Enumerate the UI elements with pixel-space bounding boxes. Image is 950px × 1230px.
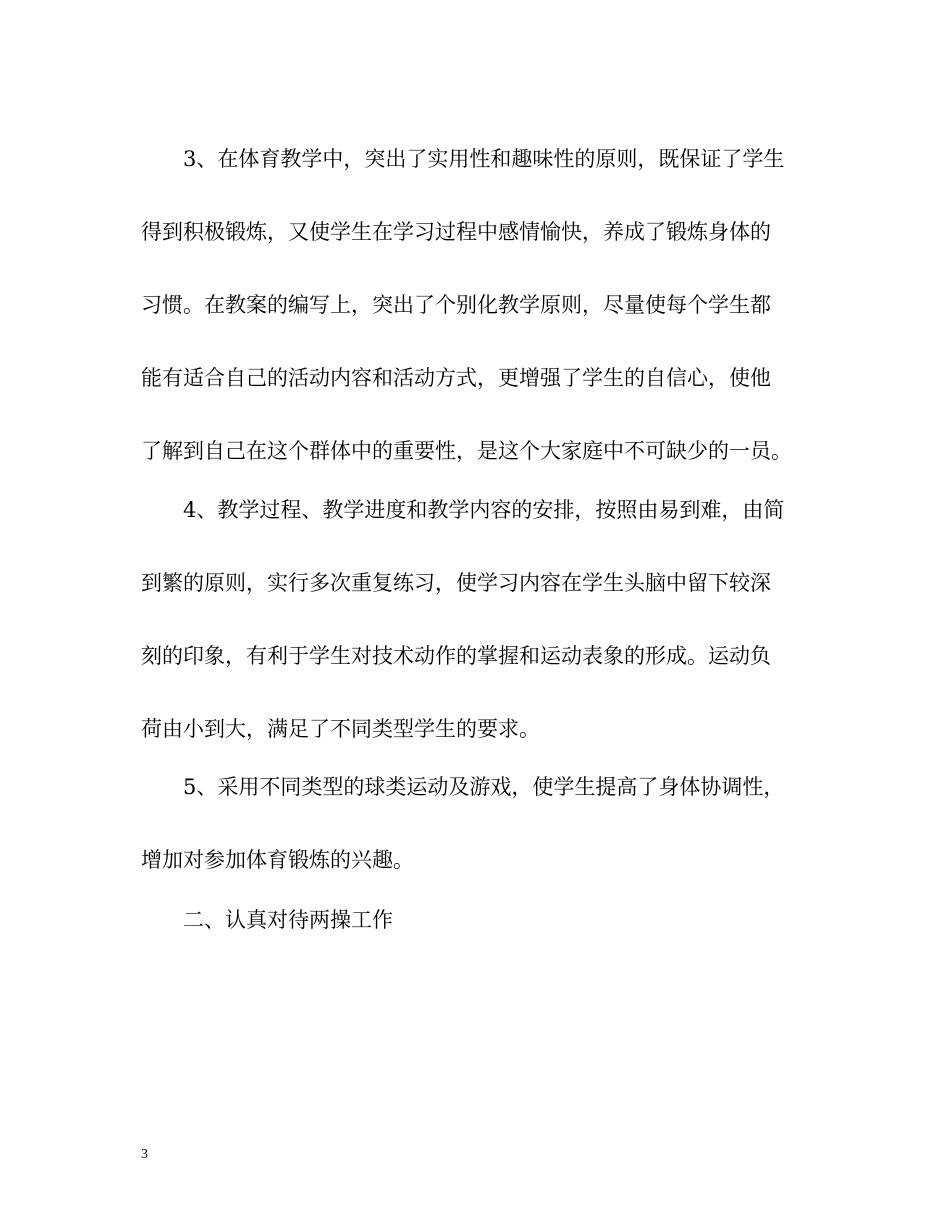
paragraph-3-line-2: 得到积极锻炼，又使学生在学习过程中感情愉快，养成了锻炼身体的: [141, 220, 771, 244]
paragraph-3-line-5: 了解到自己在这个群体中的重要性，是这个大家庭中不可缺少的一员。: [141, 439, 792, 463]
paragraph-4-line-1: 4、教学过程、教学进度和教学内容的安排，按照由易到难，由简: [183, 498, 785, 522]
paragraph-5-line-1: 5、采用不同类型的球类运动及游戏，使学生提高了身体协调性，: [183, 775, 785, 799]
paragraph-3-line-1: 3、在体育教学中，突出了实用性和趣味性的原则，既保证了学生: [183, 147, 785, 171]
paragraph-3-line-3: 习惯。在教案的编写上，突出了个别化教学原则，尽量使每个学生都: [141, 293, 771, 317]
paragraph-4-line-2: 到繁的原则，实行多次重复练习，使学习内容在学生头脑中留下较深: [141, 571, 771, 595]
paragraph-3-line-4: 能有适合自己的活动内容和活动方式，更增强了学生的自信心，使他: [141, 366, 771, 390]
paragraph-4-line-3: 刻的印象，有利于学生对技术动作的掌握和运动表象的形成。运动负: [141, 644, 771, 668]
paragraph-5-line-2: 增加对参加体育锻炼的兴趣。: [141, 848, 414, 872]
section-heading: 二、认真对待两操工作: [183, 908, 393, 932]
page-number: 3: [141, 1147, 148, 1162]
paragraph-4-line-4: 荷由小到大，满足了不同类型学生的要求。: [141, 717, 540, 741]
